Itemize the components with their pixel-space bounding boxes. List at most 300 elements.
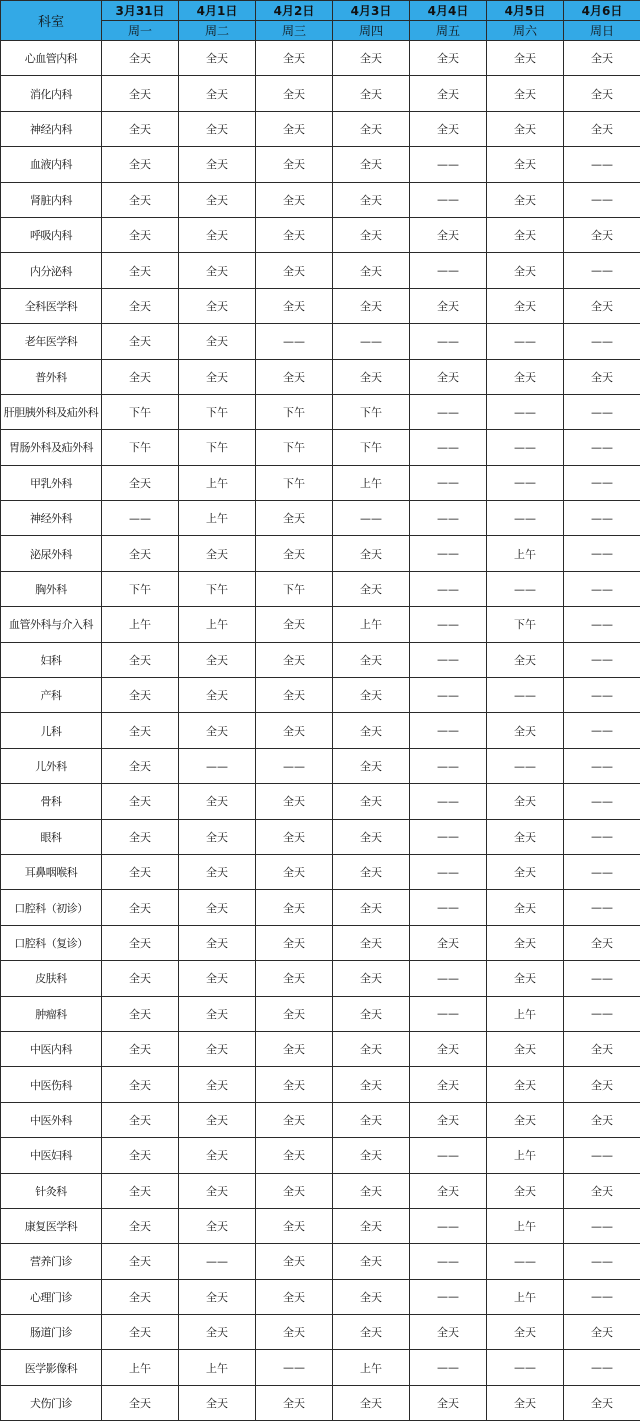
schedule-cell: 全天: [333, 1315, 410, 1350]
table-row: [1, 41, 640, 76]
schedule-cell: 全天: [179, 1138, 256, 1173]
table-row: [1, 1385, 640, 1420]
schedule-body: [1, 41, 640, 1421]
weekday-header: 周二: [179, 21, 256, 41]
schedule-cell: 全天: [102, 76, 179, 111]
schedule-cell: ——: [410, 501, 487, 536]
schedule-cell: 全天: [487, 111, 564, 146]
department-cell: 胸外科: [1, 571, 102, 606]
table-row: [1, 571, 640, 606]
schedule-cell: ——: [564, 996, 640, 1031]
schedule-cell: 全天: [564, 359, 640, 394]
schedule-cell: 全天: [102, 324, 179, 359]
schedule-cell: ——: [410, 961, 487, 996]
schedule-cell: ——: [487, 748, 564, 783]
department-cell: 口腔科（复诊）: [1, 925, 102, 960]
schedule-cell: 全天: [179, 642, 256, 677]
table-row: [1, 1102, 640, 1137]
table-row: [1, 288, 640, 323]
schedule-cell: 全天: [256, 678, 333, 713]
department-cell: 呼吸内科: [1, 217, 102, 252]
schedule-cell: 全天: [179, 1208, 256, 1243]
table-row: [1, 324, 640, 359]
schedule-cell: 全天: [410, 1315, 487, 1350]
table-row: [1, 713, 640, 748]
schedule-cell: ——: [487, 430, 564, 465]
schedule-cell: 全天: [179, 288, 256, 323]
schedule-cell: 下午: [179, 430, 256, 465]
schedule-cell: ——: [487, 678, 564, 713]
weekday-header: 周四: [333, 21, 410, 41]
schedule-cell: 全天: [179, 1315, 256, 1350]
department-cell: 儿外科: [1, 748, 102, 783]
schedule-cell: 下午: [256, 465, 333, 500]
schedule-cell: 全天: [179, 76, 256, 111]
schedule-cell: 下午: [102, 430, 179, 465]
schedule-cell: 上午: [333, 607, 410, 642]
date-header: 4月6日: [564, 1, 640, 21]
schedule-cell: 全天: [487, 784, 564, 819]
schedule-cell: 全天: [102, 147, 179, 182]
schedule-cell: 全天: [102, 182, 179, 217]
schedule-cell: 全天: [564, 76, 640, 111]
schedule-cell: 全天: [102, 925, 179, 960]
schedule-cell: ——: [333, 324, 410, 359]
table-row: [1, 819, 640, 854]
schedule-cell: 上午: [179, 607, 256, 642]
department-cell: 中医伤科: [1, 1067, 102, 1102]
schedule-cell: 全天: [564, 1102, 640, 1137]
schedule-cell: ——: [564, 394, 640, 429]
schedule-cell: 全天: [102, 253, 179, 288]
schedule-cell: 全天: [410, 217, 487, 252]
schedule-cell: 全天: [102, 819, 179, 854]
schedule-cell: ——: [564, 1208, 640, 1243]
schedule-cell: 全天: [333, 1208, 410, 1243]
schedule-cell: ——: [410, 1279, 487, 1314]
schedule-cell: 全天: [256, 996, 333, 1031]
table-row: [1, 784, 640, 819]
schedule-cell: 全天: [256, 925, 333, 960]
table-row: [1, 854, 640, 889]
schedule-cell: ——: [410, 819, 487, 854]
schedule-cell: ——: [487, 1244, 564, 1279]
schedule-cell: 全天: [487, 1102, 564, 1137]
schedule-cell: 全天: [410, 76, 487, 111]
date-header: 4月1日: [179, 1, 256, 21]
department-cell: 甲乳外科: [1, 465, 102, 500]
schedule-cell: 全天: [256, 253, 333, 288]
department-cell: 中医内科: [1, 1031, 102, 1066]
schedule-cell: 全天: [102, 748, 179, 783]
table-row: [1, 147, 640, 182]
department-cell: 消化内科: [1, 76, 102, 111]
schedule-cell: 全天: [256, 111, 333, 146]
schedule-cell: ——: [564, 1138, 640, 1173]
schedule-cell: 上午: [102, 607, 179, 642]
table-row: [1, 111, 640, 146]
schedule-cell: 全天: [102, 1102, 179, 1137]
schedule-cell: 全天: [179, 324, 256, 359]
schedule-cell: ——: [410, 607, 487, 642]
schedule-cell: 全天: [179, 961, 256, 996]
schedule-cell: 全天: [256, 713, 333, 748]
schedule-cell: 全天: [179, 1279, 256, 1314]
schedule-cell: 全天: [410, 1173, 487, 1208]
schedule-cell: ——: [564, 501, 640, 536]
schedule-cell: 全天: [564, 1067, 640, 1102]
schedule-cell: ——: [410, 854, 487, 889]
schedule-cell: 全天: [333, 1067, 410, 1102]
table-row: [1, 748, 640, 783]
schedule-cell: 全天: [102, 854, 179, 889]
table-row: [1, 465, 640, 500]
schedule-cell: 全天: [487, 182, 564, 217]
schedule-cell: 全天: [487, 713, 564, 748]
schedule-cell: 全天: [410, 111, 487, 146]
schedule-cell: 全天: [102, 1315, 179, 1350]
schedule-cell: ——: [410, 1138, 487, 1173]
schedule-cell: ——: [564, 607, 640, 642]
schedule-cell: 上午: [487, 1138, 564, 1173]
schedule-cell: 全天: [333, 217, 410, 252]
schedule-cell: 上午: [487, 996, 564, 1031]
schedule-cell: 全天: [102, 1279, 179, 1314]
schedule-cell: 全天: [256, 784, 333, 819]
schedule-cell: 全天: [256, 1385, 333, 1420]
schedule-cell: ——: [564, 430, 640, 465]
schedule-cell: 全天: [102, 961, 179, 996]
schedule-cell: ——: [410, 996, 487, 1031]
table-row: [1, 642, 640, 677]
schedule-cell: 全天: [256, 182, 333, 217]
schedule-cell: 全天: [487, 890, 564, 925]
dept-column-header: 科室: [1, 1, 102, 41]
schedule-cell: 上午: [179, 501, 256, 536]
schedule-cell: ——: [487, 465, 564, 500]
schedule-cell: ——: [564, 1350, 640, 1385]
schedule-cell: 全天: [179, 1173, 256, 1208]
schedule-cell: ——: [487, 394, 564, 429]
department-cell: 血管外科与介入科: [1, 607, 102, 642]
table-row: [1, 996, 640, 1031]
schedule-cell: ——: [410, 1244, 487, 1279]
department-cell: 肾脏内科: [1, 182, 102, 217]
schedule-cell: ——: [256, 748, 333, 783]
department-cell: 中医妇科: [1, 1138, 102, 1173]
schedule-cell: 全天: [179, 996, 256, 1031]
table-row: [1, 1315, 640, 1350]
table-row: [1, 678, 640, 713]
schedule-cell: ——: [564, 961, 640, 996]
schedule-cell: ——: [564, 890, 640, 925]
schedule-cell: 全天: [487, 819, 564, 854]
schedule-cell: 全天: [102, 1031, 179, 1066]
schedule-cell: 全天: [102, 41, 179, 76]
schedule-cell: 全天: [102, 359, 179, 394]
schedule-cell: 全天: [333, 854, 410, 889]
schedule-cell: 下午: [256, 571, 333, 606]
schedule-cell: 全天: [179, 1385, 256, 1420]
schedule-cell: 全天: [256, 607, 333, 642]
table-row: [1, 1031, 640, 1066]
schedule-cell: 全天: [256, 1279, 333, 1314]
schedule-cell: 下午: [256, 430, 333, 465]
schedule-cell: 全天: [487, 253, 564, 288]
schedule-cell: 全天: [333, 111, 410, 146]
schedule-cell: ——: [564, 324, 640, 359]
schedule-cell: 上午: [179, 1350, 256, 1385]
schedule-cell: 全天: [487, 1067, 564, 1102]
weekday-header: 周五: [410, 21, 487, 41]
department-cell: 全科医学科: [1, 288, 102, 323]
table-row: [1, 501, 640, 536]
schedule-cell: 全天: [487, 1385, 564, 1420]
schedule-cell: 全天: [487, 961, 564, 996]
schedule-cell: 全天: [564, 288, 640, 323]
schedule-cell: ——: [410, 465, 487, 500]
schedule-cell: ——: [102, 501, 179, 536]
department-cell: 耳鼻咽喉科: [1, 854, 102, 889]
schedule-cell: 全天: [333, 359, 410, 394]
schedule-cell: ——: [410, 1350, 487, 1385]
schedule-cell: 下午: [333, 394, 410, 429]
schedule-cell: 全天: [179, 784, 256, 819]
department-cell: 针灸科: [1, 1173, 102, 1208]
schedule-cell: 全天: [333, 996, 410, 1031]
schedule-cell: 全天: [256, 1031, 333, 1066]
schedule-cell: 全天: [179, 854, 256, 889]
schedule-cell: 全天: [179, 182, 256, 217]
schedule-cell: 全天: [102, 217, 179, 252]
schedule-cell: 全天: [487, 1315, 564, 1350]
schedule-cell: ——: [410, 182, 487, 217]
schedule-cell: ——: [564, 253, 640, 288]
schedule-cell: ——: [410, 571, 487, 606]
schedule-cell: 上午: [487, 1279, 564, 1314]
schedule-cell: 全天: [256, 359, 333, 394]
weekday-header: 周六: [487, 21, 564, 41]
schedule-cell: ——: [410, 1208, 487, 1243]
schedule-cell: ——: [564, 854, 640, 889]
department-cell: 产科: [1, 678, 102, 713]
schedule-cell: 全天: [179, 1067, 256, 1102]
schedule-cell: ——: [410, 748, 487, 783]
schedule-cell: ——: [564, 536, 640, 571]
schedule-cell: ——: [564, 819, 640, 854]
schedule-cell: 全天: [333, 925, 410, 960]
schedule-cell: 全天: [410, 359, 487, 394]
table-row: [1, 1173, 640, 1208]
schedule-cell: ——: [564, 147, 640, 182]
schedule-cell: 全天: [333, 41, 410, 76]
schedule-cell: 全天: [179, 819, 256, 854]
schedule-cell: 上午: [179, 465, 256, 500]
schedule-cell: 全天: [179, 111, 256, 146]
schedule-cell: 全天: [333, 288, 410, 323]
schedule-cell: 全天: [179, 147, 256, 182]
department-cell: 泌尿外科: [1, 536, 102, 571]
schedule-cell: 全天: [487, 642, 564, 677]
schedule-cell: 全天: [333, 536, 410, 571]
schedule-cell: 全天: [179, 41, 256, 76]
table-row: [1, 890, 640, 925]
schedule-cell: 全天: [487, 288, 564, 323]
department-cell: 普外科: [1, 359, 102, 394]
schedule-cell: 全天: [333, 713, 410, 748]
schedule-cell: 全天: [102, 996, 179, 1031]
weekday-header: 周一: [102, 21, 179, 41]
date-header: 4月3日: [333, 1, 410, 21]
schedule-cell: 全天: [102, 1067, 179, 1102]
schedule-cell: 全天: [333, 961, 410, 996]
department-cell: 血液内科: [1, 147, 102, 182]
department-cell: 口腔科（初诊）: [1, 890, 102, 925]
table-row: [1, 359, 640, 394]
department-cell: 儿科: [1, 713, 102, 748]
schedule-cell: 全天: [564, 217, 640, 252]
schedule-cell: 全天: [256, 536, 333, 571]
schedule-cell: 全天: [333, 748, 410, 783]
schedule-cell: 全天: [102, 1173, 179, 1208]
schedule-cell: 全天: [179, 217, 256, 252]
department-cell: 康复医学科: [1, 1208, 102, 1243]
schedule-cell: ——: [564, 678, 640, 713]
schedule-cell: ——: [410, 147, 487, 182]
schedule-cell: 全天: [256, 890, 333, 925]
schedule-cell: 全天: [179, 536, 256, 571]
schedule-cell: ——: [564, 571, 640, 606]
schedule-cell: 全天: [256, 961, 333, 996]
department-cell: 妇科: [1, 642, 102, 677]
schedule-cell: 全天: [179, 713, 256, 748]
department-cell: 神经内科: [1, 111, 102, 146]
schedule-cell: 全天: [487, 41, 564, 76]
schedule-cell: 全天: [102, 465, 179, 500]
schedule-cell: 全天: [333, 819, 410, 854]
schedule-cell: 全天: [564, 1031, 640, 1066]
department-cell: 内分泌科: [1, 253, 102, 288]
schedule-cell: 下午: [179, 394, 256, 429]
department-cell: 老年医学科: [1, 324, 102, 359]
schedule-cell: 全天: [256, 1208, 333, 1243]
schedule-cell: 全天: [256, 501, 333, 536]
schedule-cell: 全天: [102, 678, 179, 713]
schedule-cell: 上午: [333, 465, 410, 500]
table-row: [1, 253, 640, 288]
schedule-cell: ——: [564, 748, 640, 783]
date-header: 4月5日: [487, 1, 564, 21]
date-header: 3月31日: [102, 1, 179, 21]
schedule-cell: 全天: [256, 1244, 333, 1279]
schedule-cell: 全天: [102, 288, 179, 323]
schedule-cell: 全天: [487, 925, 564, 960]
schedule-cell: ——: [564, 1244, 640, 1279]
schedule-cell: ——: [564, 713, 640, 748]
schedule-cell: 全天: [487, 854, 564, 889]
schedule-cell: 下午: [102, 394, 179, 429]
schedule-cell: 全天: [333, 1102, 410, 1137]
schedule-cell: 全天: [410, 288, 487, 323]
department-cell: 胃肠外科及疝外科: [1, 430, 102, 465]
schedule-cell: 全天: [487, 147, 564, 182]
schedule-cell: 全天: [487, 1173, 564, 1208]
schedule-cell: 全天: [256, 1138, 333, 1173]
schedule-cell: 全天: [256, 288, 333, 323]
schedule-cell: 全天: [333, 182, 410, 217]
schedule-cell: 全天: [179, 1102, 256, 1137]
schedule-cell: 全天: [179, 359, 256, 394]
table-row: [1, 1279, 640, 1314]
schedule-cell: 全天: [102, 1244, 179, 1279]
schedule-cell: 全天: [102, 642, 179, 677]
schedule-cell: 全天: [102, 111, 179, 146]
date-header: 4月2日: [256, 1, 333, 21]
table-row: [1, 536, 640, 571]
schedule-cell: 全天: [102, 536, 179, 571]
schedule-cell: ——: [564, 1279, 640, 1314]
schedule-cell: ——: [410, 890, 487, 925]
table-row: [1, 961, 640, 996]
department-cell: 中医外科: [1, 1102, 102, 1137]
schedule-cell: 全天: [333, 1031, 410, 1066]
schedule-cell: 全天: [333, 147, 410, 182]
schedule-cell: 全天: [256, 41, 333, 76]
schedule-cell: 全天: [256, 217, 333, 252]
department-cell: 皮肤科: [1, 961, 102, 996]
schedule-cell: 全天: [256, 147, 333, 182]
schedule-cell: 下午: [256, 394, 333, 429]
department-cell: 心理门诊: [1, 1279, 102, 1314]
department-cell: 营养门诊: [1, 1244, 102, 1279]
table-row: [1, 182, 640, 217]
schedule-cell: ——: [410, 430, 487, 465]
schedule-cell: 全天: [410, 925, 487, 960]
schedule-cell: 全天: [487, 359, 564, 394]
schedule-cell: ——: [487, 324, 564, 359]
schedule-cell: 全天: [179, 253, 256, 288]
schedule-cell: 全天: [410, 41, 487, 76]
schedule-cell: 全天: [564, 111, 640, 146]
schedule-cell: 下午: [487, 607, 564, 642]
schedule-cell: ——: [487, 501, 564, 536]
schedule-cell: 全天: [256, 819, 333, 854]
table-row: [1, 1138, 640, 1173]
schedule-cell: 全天: [333, 642, 410, 677]
schedule-cell: ——: [564, 784, 640, 819]
department-cell: 神经外科: [1, 501, 102, 536]
schedule-cell: 全天: [179, 678, 256, 713]
table-row: [1, 76, 640, 111]
schedule-cell: 全天: [487, 76, 564, 111]
table-row: [1, 925, 640, 960]
schedule-cell: 全天: [102, 1385, 179, 1420]
schedule-cell: ——: [256, 1350, 333, 1385]
weekday-header: 周日: [564, 21, 640, 41]
schedule-cell: 全天: [410, 1385, 487, 1420]
schedule-cell: 全天: [487, 1031, 564, 1066]
table-row: [1, 1208, 640, 1243]
schedule-cell: 全天: [102, 1138, 179, 1173]
schedule-cell: 全天: [564, 1173, 640, 1208]
header-dates-row: [1, 1, 640, 21]
table-row: [1, 430, 640, 465]
schedule-cell: 下午: [333, 430, 410, 465]
schedule-cell: 全天: [102, 784, 179, 819]
schedule-cell: 全天: [487, 217, 564, 252]
table-row: [1, 1067, 640, 1102]
schedule-cell: 全天: [410, 1102, 487, 1137]
